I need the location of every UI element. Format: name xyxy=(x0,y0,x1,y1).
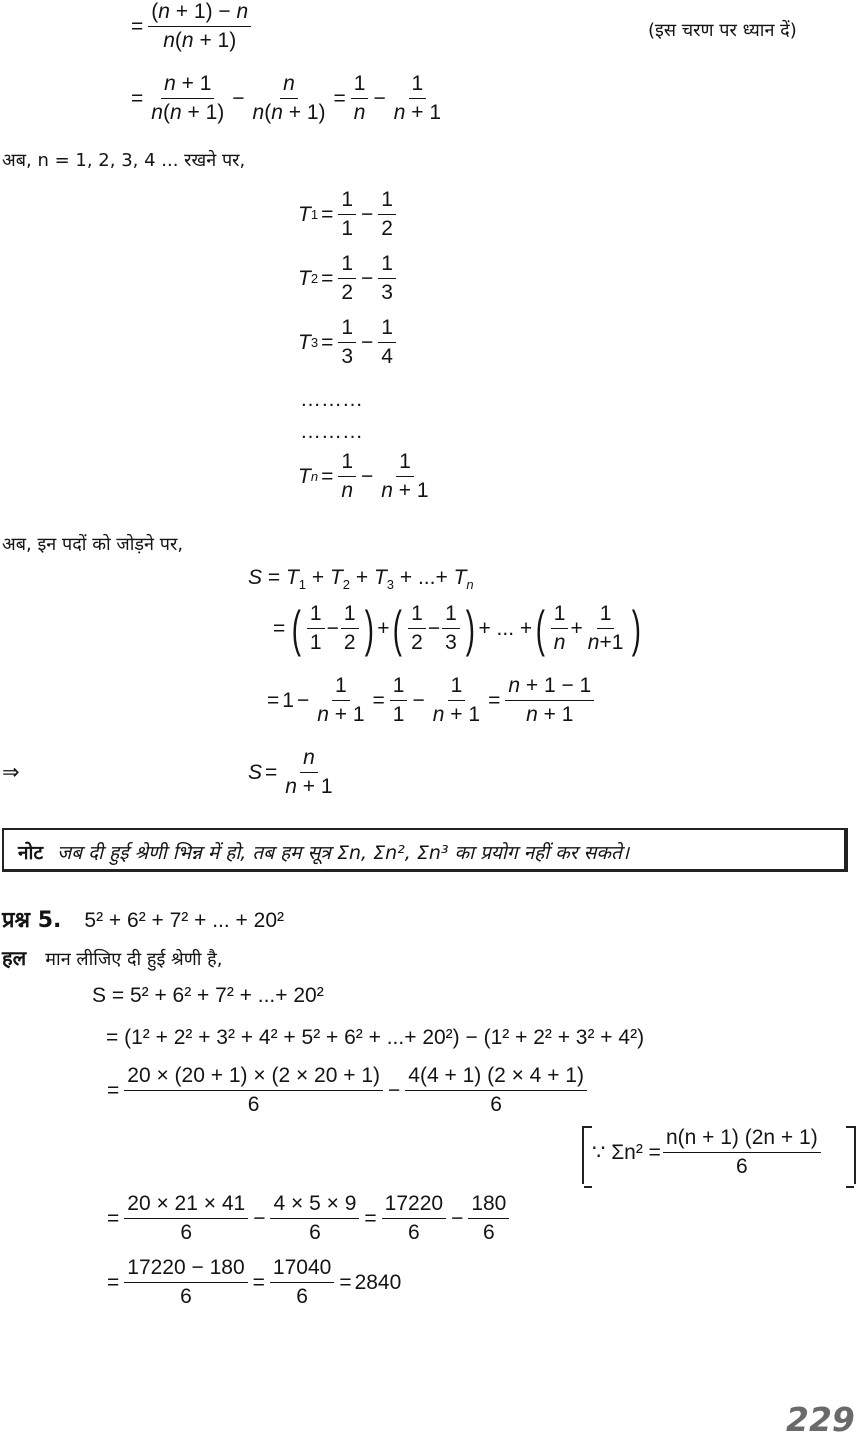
series-definition: S = 5² + 6² + 7² + ...+ 20² xyxy=(92,984,324,1007)
frac-b-numerator: 4(4 + 1) (2 × 4 + 1) xyxy=(405,1064,587,1091)
sum-definition: $S = T_1 + T_2 + T_3$ + ...+ $T_n$ xyxy=(248,566,474,593)
question-expression: 5² + 6² + 7² + ... + 20² xyxy=(84,909,285,932)
step3-den-b: 6 xyxy=(296,1285,308,1309)
question-label: प्रश्न 5. xyxy=(2,908,62,933)
step3-num-a: 17220 − 180 xyxy=(124,1256,247,1283)
step3-den-a: 6 xyxy=(180,1285,192,1309)
note-label: नोट xyxy=(18,842,44,864)
formula-denominator: 6 xyxy=(735,1155,748,1179)
step2-den-d: 6 xyxy=(483,1221,495,1245)
formula-numerator: n(n + 1) (2n + 1) xyxy=(663,1126,821,1153)
step3-num-b: 17040 xyxy=(270,1256,334,1283)
question-heading xyxy=(2,904,284,934)
formula-application: = $\frac{20 \times (20 + 1) \times (2 \times 20 + 1)}{6}$ − $\frac{4(4 + 1) (2 \times 4 + 1)}{6}$ xyxy=(104,1064,589,1117)
eq-line-2: = $\frac{n + 1}{n(n + 1)}$ − $\frac{n}{n(n + 1)}$ = $\frac{1}{n}$ − $\frac{1}{n + 1}$ xyxy=(131,72,442,125)
term-t2: T 2 = $\frac{1}{2}$ − $\frac{1}{3}$ xyxy=(298,252,398,305)
sum-square-formula xyxy=(592,1126,823,1179)
sum-expanded: = ( $\frac{1}{1}$ − $\frac{1}{2}$ ) + ( $\frac{1}{2}$ − $\frac{1}{3}$ ) + ... + ( $\frac{1}{n}$ + $\frac{1}{n+1}$ ) xyxy=(273,600,642,657)
step2-num-b: 4 × 5 × 9 xyxy=(270,1192,359,1219)
calc-step-3: = $\frac{17220 - 180}{6}$ = $\frac{17040}{6}$ = 2840 xyxy=(107,1256,402,1309)
step2-num-c: 17220 xyxy=(382,1192,446,1219)
step2-num-a: 20 × 21 × 41 xyxy=(124,1192,248,1219)
note-text: जब दी हुई श्रेणी भिन्न में हो, तब हम सूत्र Σn, Σn², Σn³ का प्रयोग नहीं कर सकते। xyxy=(57,842,630,864)
eq-line-1: = $\frac{(n + 1) - n}{n(n + 1)}$ xyxy=(128,0,253,53)
term-t3: T 3 = $\frac{1}{3}$ − $\frac{1}{4}$ xyxy=(298,316,398,369)
solution-intro: मान लीजिए दी हुई श्रेणी है, xyxy=(45,949,223,970)
note-content xyxy=(18,839,629,865)
sum-simplified: = 1 − $\frac{1}{n + 1}$ = $\frac{1}{1}$ − $\frac{1}{n + 1}$ = $\frac{n + 1 - 1}{n + 1}$ xyxy=(264,674,596,727)
note-box xyxy=(2,828,848,872)
formula-lhs: ∵ Σn² = xyxy=(592,1141,661,1165)
frac-b-denominator: 6 xyxy=(490,1093,502,1117)
term-t1: T 1 = $\frac{1}{1}$ − $\frac{1}{2}$ xyxy=(298,188,398,241)
frac-a-denominator: 6 xyxy=(247,1093,260,1117)
step2-num-d: 180 xyxy=(468,1192,509,1219)
frac-a-numerator: 20 × (20 + 1) × (2 × 20 + 1) xyxy=(124,1064,383,1091)
sum-result: S = $\frac{n}{n + 1}$ xyxy=(248,746,333,799)
dots-2: ……… xyxy=(300,420,363,443)
line-add-terms: अब, इन पदों को जोड़ने पर, xyxy=(2,534,184,555)
dots-1: ……… xyxy=(300,388,363,411)
term-tn: T n = $\frac{1}{n}$ − $\frac{1}{n + 1}$ xyxy=(298,450,429,503)
page-number: 229 xyxy=(786,1400,855,1439)
calc-step-2: = $\frac{20 \times 21 \times 41}{6}$ − $\frac{4 \times 5 \times 9}{6}$ = $\frac{17220}{6}$ − $\frac{180}{6}$ xyxy=(104,1192,511,1245)
line-put-n: अब, n = 1, 2, 3, 4 ... रखने पर, xyxy=(2,150,246,171)
solution-label: हल xyxy=(2,946,27,970)
solution-heading xyxy=(2,944,222,971)
final-result: 2840 xyxy=(354,1270,402,1294)
series-split: = (1² + 2² + 3² + 4² + 5² + 6² + ...+ 20²) − (1² + 2² + 3² + 4²) xyxy=(106,1026,645,1049)
step-note: (इस चरण पर ध्यान दें) xyxy=(648,20,797,41)
step2-den-c: 6 xyxy=(408,1221,420,1245)
step2-den-a: 6 xyxy=(180,1221,193,1245)
implies-symbol: ⇒ xyxy=(2,761,20,784)
step2-den-b: 6 xyxy=(309,1221,321,1245)
